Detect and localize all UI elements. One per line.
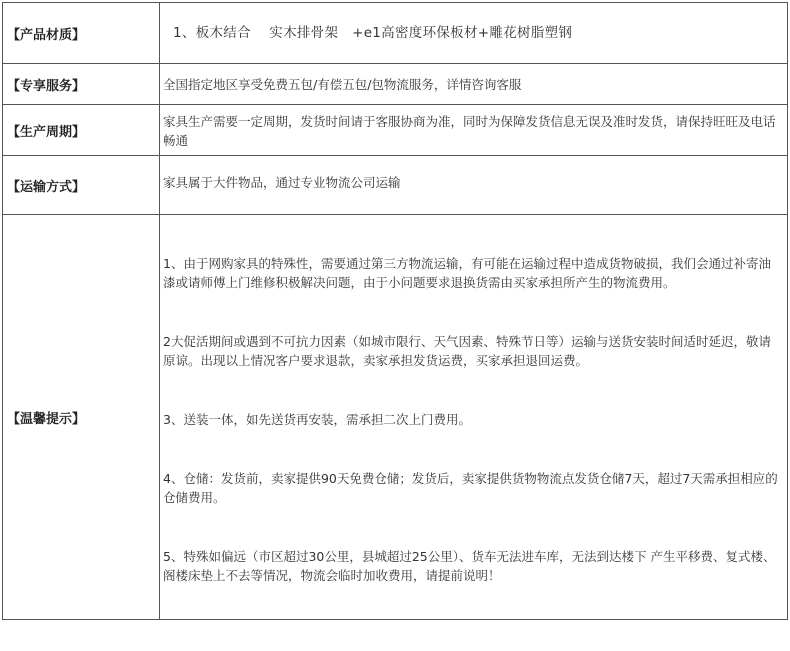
product-info-table xyxy=(2,2,788,620)
label-shipping: 【运输方式】 xyxy=(3,156,160,215)
tips-cell xyxy=(160,215,788,620)
tip-item: 4、仓储：发货前，卖家提供90天免费仓储；发货后，卖家提供货物物流点发货仓储7天，超过7天需承担相应的仓储费用。 xyxy=(163,470,778,505)
tip-item: 1、由于网购家具的特殊性，需要通过第三方物流运输，有可能在运输过程中造成货物破损，我们会通过补寄油漆或请师傅上门维修积极解决问题，由于小问题要求退换货需由买家承担所产生的物流费用。 xyxy=(163,255,771,290)
tip-item: 2大促活期间或遇到不可抗力因素（如城市限行、天气因素、特殊节日等）运输与送货安装时间适时延迟，敬请原谅。出现以上情况客户要求退款，卖家承担发货运费，买家承担退回运费。 xyxy=(163,333,771,368)
row-material xyxy=(3,3,788,64)
tip-item: 5、特殊如偏远（市区超过30公里，县城超过25公里）、货车无法进车库，无法到达楼下 产生平移费、复式楼、阁楼床垫上不去等情况，物流会临时加收费用，请提前说明！ xyxy=(163,548,776,583)
value-shipping-cell xyxy=(160,156,788,215)
value-cycle: 家具生产需要一定周期，发货时间请于客服协商为准，同时为保障发货信息无误及准时发货，请保持旺旺及电话畅通 xyxy=(163,114,776,148)
tip-item: 3、送装一体，如先送货再安装，需承担二次上门费用。 xyxy=(163,411,471,427)
row-cycle xyxy=(3,105,788,156)
label-cycle: 【生产周期】 xyxy=(3,105,160,156)
tips-list xyxy=(163,244,783,591)
value-material: 1、板木结合 实木排骨架 +e1高密度环保板材+雕花树脂塑钢 xyxy=(173,24,573,41)
row-service xyxy=(3,64,788,105)
value-cycle-cell xyxy=(160,105,788,156)
row-shipping xyxy=(3,156,788,215)
value-shipping: 家具属于大件物品，通过专业物流公司运输 xyxy=(163,174,401,190)
value-material-cell xyxy=(160,3,788,64)
value-service: 全国指定地区享受免费五包/有偿五包/包物流服务，详情咨询客服 xyxy=(160,64,788,105)
row-tips xyxy=(3,215,788,620)
label-material: 【产品材质】 xyxy=(3,3,160,64)
label-service: 【专享服务】 xyxy=(3,64,160,105)
label-tips: 【温馨提示】 xyxy=(3,215,160,620)
